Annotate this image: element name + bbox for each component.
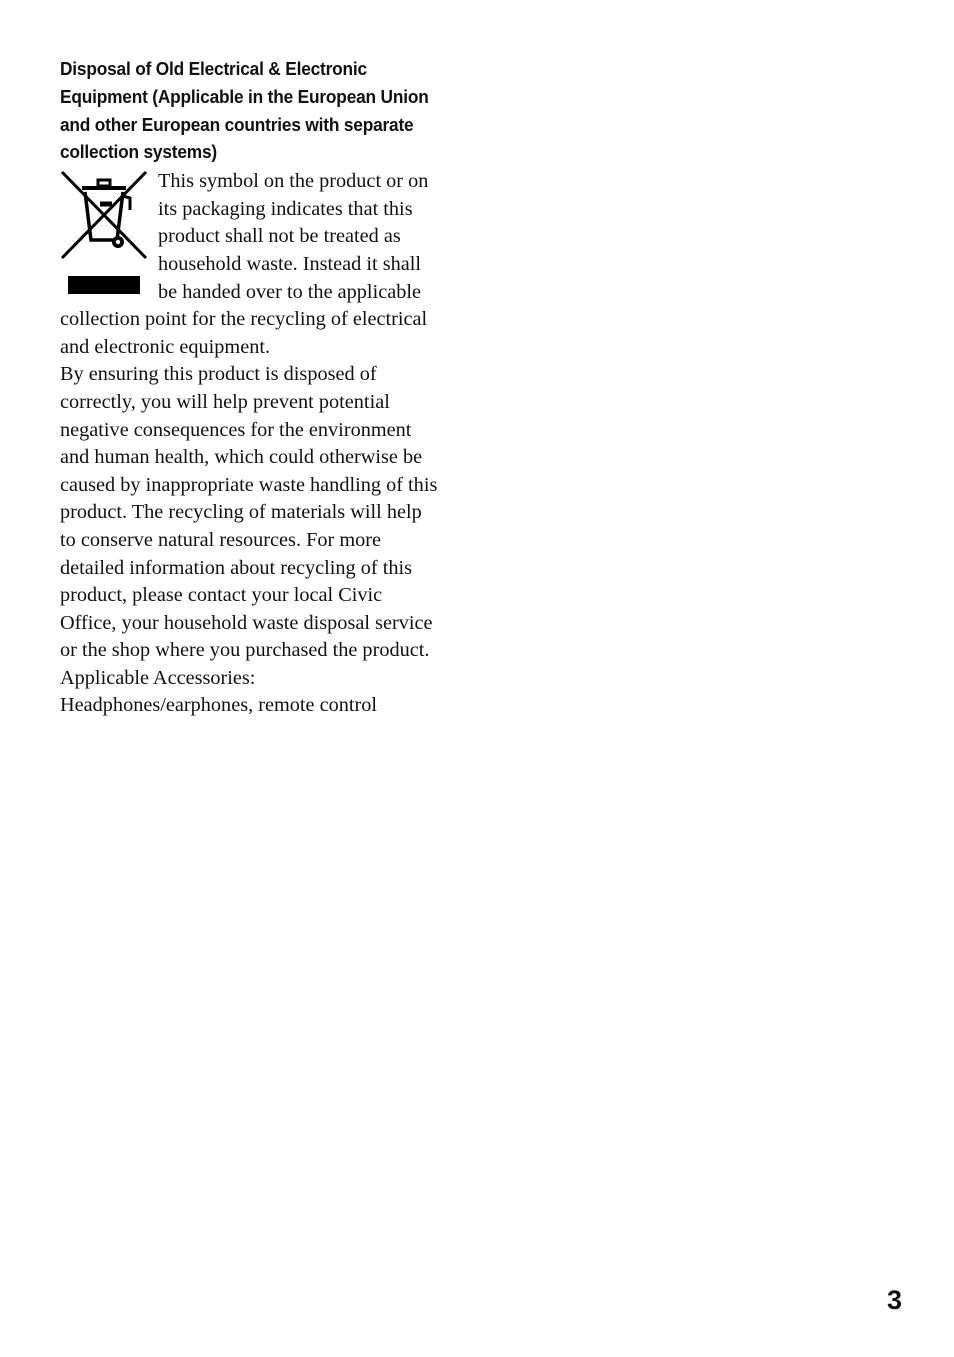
accessories-list: Headphones/earphones, remote control xyxy=(60,694,378,717)
consequences-paragraph: By ensuring this product is disposed of correctly, you will help prevent potential negative consequences for the environment and human health, which could otherwise be caused by inappropriate waste handling of this product. The recycling of materials will help to conserve natural resources. For more detailed information about recycling of this product, please contact your local Civic Office, your household waste disposal service or the shop where you purchased the product. xyxy=(60,363,438,662)
section-body xyxy=(60,168,438,720)
weee-disposal-section xyxy=(60,55,438,720)
intro-paragraph: This symbol on the product or on its packaging indicates that this product shall not be treated as household waste. Instead it shall be handed over to the applicable collection point for the recycling of electrical and electronic equipment. xyxy=(60,170,429,358)
crossed-out-wheelie-bin-icon xyxy=(60,170,148,298)
accessories-label: Applicable Accessories: xyxy=(60,666,256,689)
page-number: 3 xyxy=(886,1285,902,1315)
section-heading: Disposal of Old Electrical & Electronic Equipment (Applicable in the European Union and other European countries with separate collection systems) xyxy=(60,58,429,163)
